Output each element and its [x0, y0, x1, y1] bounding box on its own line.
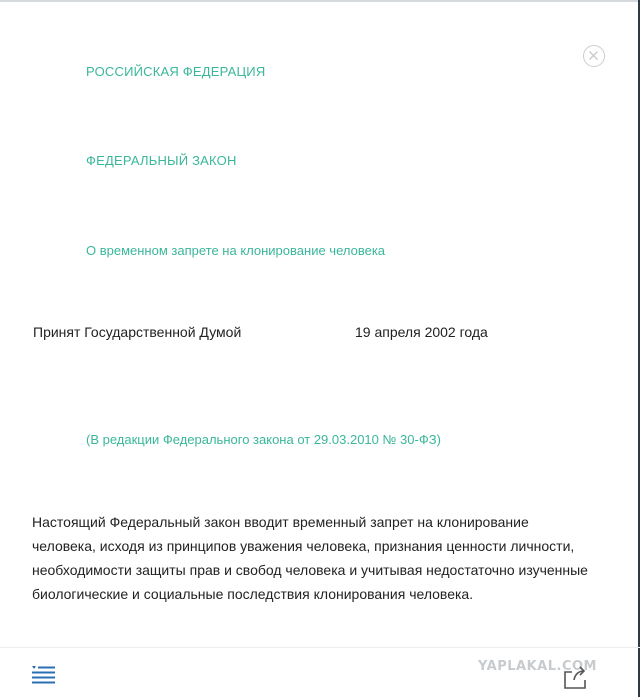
table-of-contents-button[interactable] — [30, 664, 56, 686]
share-button[interactable] — [562, 664, 588, 690]
close-icon — [589, 51, 598, 60]
law-title: О временном запрете на клонирование человека — [86, 243, 386, 258]
preamble-paragraph: Настоящий Федеральный закон вводит временный запрет на клонирование человека, исходя из принципов уважения человека, признания ценности личности, необходимости защиты прав и свобод человека и учитывая недостаточно изученные биологические и социальные последствия клонирования человека. — [32, 514, 588, 602]
law-type-heading: ФЕДЕРАЛЬНЫЙ ЗАКОН — [86, 153, 237, 168]
adopted-date: 19 апреля 2002 года — [355, 324, 488, 340]
close-button[interactable] — [583, 45, 605, 67]
edition-note: (В редакции Федерального закона от 29.03.2010 № 30-ФЗ) — [86, 432, 441, 447]
adopted-by: Принят Государственной Думой — [33, 324, 242, 340]
footer-divider — [0, 647, 640, 648]
top-border — [0, 0, 640, 2]
share-icon — [562, 664, 588, 690]
country-heading: РОССИЙСКАЯ ФЕДЕРАЦИЯ — [86, 64, 266, 79]
watermark: YAPLAKAL.COM — [478, 659, 597, 674]
table-of-contents-icon — [30, 664, 56, 686]
